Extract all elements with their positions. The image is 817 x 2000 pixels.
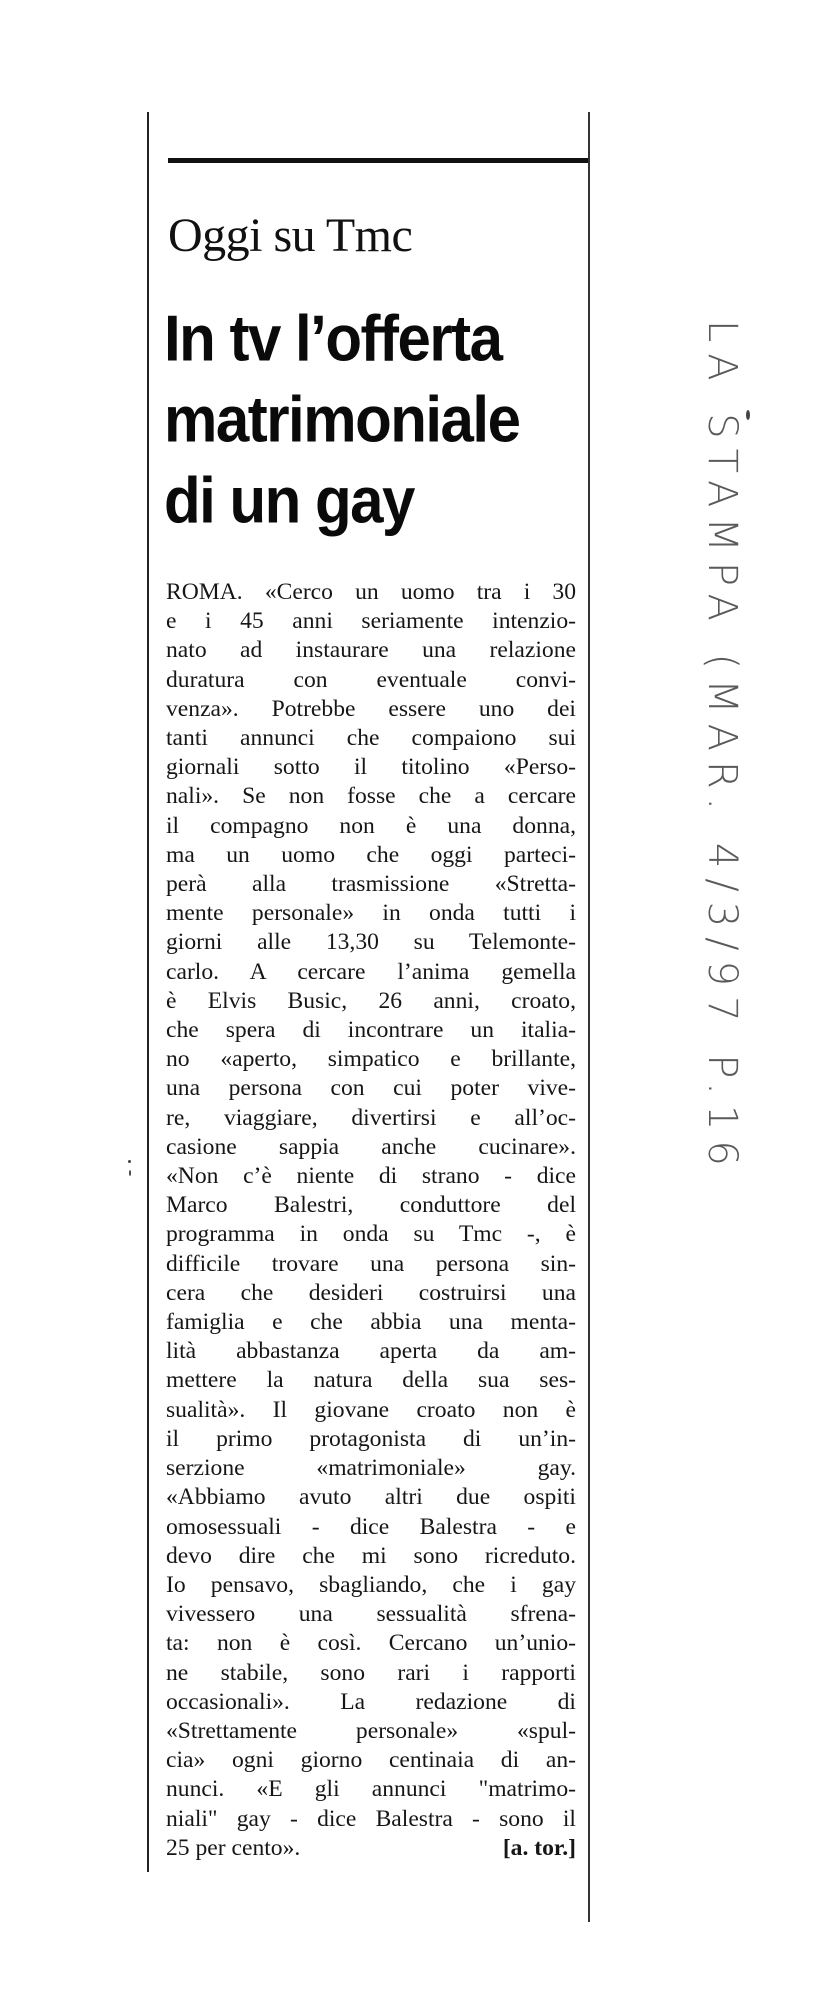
body-line: occasionali». La redazione di	[166, 1688, 576, 1715]
body-line: omosessuali - dice Balestra - e	[166, 1513, 576, 1540]
body-line: mettere la natura della sua ses-	[166, 1367, 576, 1394]
body-line: nato ad instaurare una relazione	[166, 637, 576, 664]
body-line: il compagno non è una donna,	[166, 812, 576, 839]
body-line: re, viaggiare, divertirsi e all’oc-	[166, 1104, 576, 1131]
scan-speck	[746, 410, 750, 420]
body-line: devo dire che mi sono ricreduto.	[166, 1542, 576, 1569]
right-column-rule	[588, 112, 590, 1922]
article-kicker: Oggi su Tmc	[168, 209, 413, 262]
body-line: mente personale» in onda tutti i	[166, 900, 576, 927]
scan-speck	[128, 1160, 131, 1163]
body-line: nali». Se non fosse che a cercare	[166, 783, 576, 810]
body-line: è Elvis Busic, 26 anni, croato,	[166, 987, 576, 1014]
body-line: 25 per cento».	[166, 1834, 301, 1861]
body-line: cia» ogni giorno centinaia di an-	[166, 1747, 576, 1774]
body-line: lità abbastanza aperta da am-	[166, 1338, 576, 1365]
body-line: duratura con eventuale convi-	[166, 666, 576, 693]
body-line: «Abbiamo avuto altri due ospiti	[166, 1484, 576, 1511]
body-line: e i 45 anni seriamente intenzio-	[166, 608, 576, 635]
body-line: casione sappia anche cucinare».	[166, 1133, 576, 1160]
top-rule	[168, 158, 588, 163]
article-headline	[164, 298, 584, 541]
body-line: ne stabile, sono rari i rapporti	[166, 1659, 576, 1686]
body-line: serzione «matrimoniale» gay.	[166, 1455, 576, 1482]
body-line: nunci. «E gli annunci "matrimo-	[166, 1776, 576, 1803]
headline-line: matrimoniale	[164, 383, 520, 456]
body-line: Marco Balestri, conduttore del	[166, 1192, 576, 1219]
headline-line: In tv l’offerta	[164, 302, 502, 375]
body-line: giorni alle 13,30 su Telemonte-	[166, 929, 576, 956]
body-line: una persona con cui poter vive-	[166, 1075, 576, 1102]
body-line: perà alla trasmissione «Stretta-	[166, 871, 576, 898]
author-signature: [a. tor.]	[502, 1834, 576, 1861]
body-line: il primo protagonista di un’in-	[166, 1425, 576, 1452]
scan-speck	[129, 1170, 131, 1176]
headline-line: di un gay	[164, 464, 414, 537]
article-body	[166, 578, 576, 1863]
body-line: «Strettamente personale» «spul-	[166, 1717, 576, 1744]
annotation-text: LA STAMPA (MAR. 4/3/97 P.16	[699, 320, 745, 1176]
body-line: venza». Potrebbe essere uno dei	[166, 695, 576, 722]
handwritten-annotation	[682, 320, 752, 1740]
body-line: che spera di incontrare un italia-	[166, 1017, 576, 1044]
body-line: famiglia e che abbia una menta-	[166, 1309, 576, 1336]
body-line: sualità». Il giovane croato non è	[166, 1396, 576, 1423]
body-line: ta: non è così. Cercano un’unio-	[166, 1630, 576, 1657]
body-line: no «aperto, simpatico e brillante,	[166, 1046, 576, 1073]
body-line: vivessero una sessualità sfrena-	[166, 1601, 576, 1628]
body-line: «Non c’è niente di strano - dice	[166, 1163, 576, 1190]
left-column-rule	[147, 112, 149, 1872]
body-line: giornali sotto il titolino «Perso-	[166, 754, 576, 781]
body-line: Io pensavo, sbagliando, che i gay	[166, 1571, 576, 1598]
body-line: difficile trovare una persona sin-	[166, 1250, 576, 1277]
body-last-line	[166, 1834, 576, 1863]
body-line: cera che desideri costruirsi una	[166, 1279, 576, 1306]
body-line: tanti annunci che compaiono sui	[166, 725, 576, 752]
body-line: carlo. A cercare l’anima gemella	[166, 958, 576, 985]
body-line: ROMA. «Cerco un uomo tra i 30	[166, 579, 576, 605]
body-line: programma in onda su Tmc -, è	[166, 1221, 576, 1248]
body-line: niali" gay - dice Balestra - sono il	[166, 1805, 576, 1832]
body-line: ma un uomo che oggi parteci-	[166, 841, 576, 868]
